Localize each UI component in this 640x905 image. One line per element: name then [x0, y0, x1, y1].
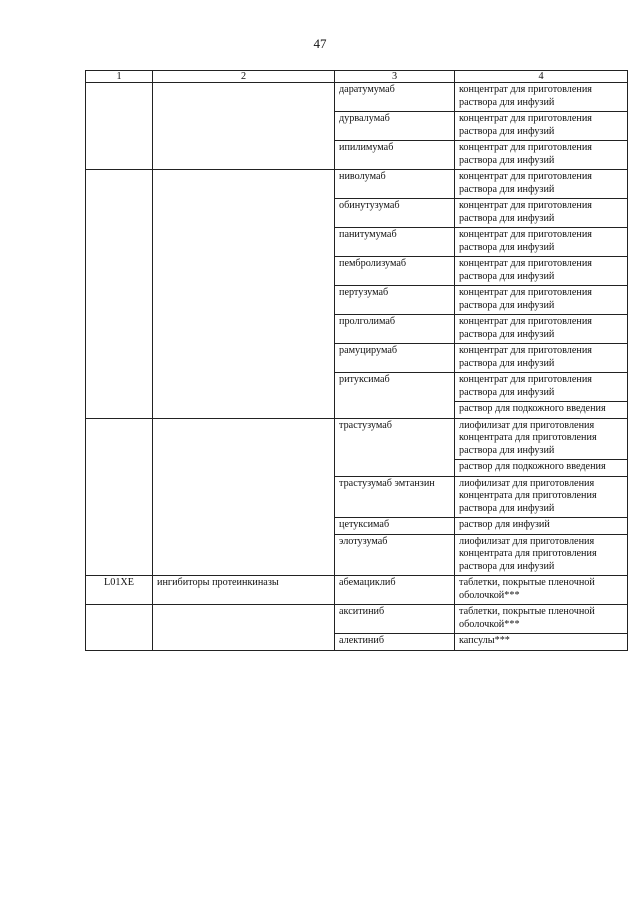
dosage-form-cell: раствор для подкожного введения	[455, 402, 628, 419]
drug-name-cell: дурвалумаб	[335, 112, 455, 141]
group-name-cell	[153, 605, 335, 651]
drug-name-cell: трастузумаб эмтанзин	[335, 476, 455, 518]
drug-name-cell: абемациклиб	[335, 576, 455, 605]
column-header: 2	[153, 71, 335, 83]
drug-table	[85, 70, 628, 651]
column-header: 3	[335, 71, 455, 83]
dosage-form-cell: концентрат для приготовления раствора для инфузий	[455, 373, 628, 402]
drug-name-cell: ритуксимаб	[335, 373, 455, 419]
dosage-form-cell: капсулы***	[455, 634, 628, 651]
dosage-form-cell: концентрат для приготовления раствора для инфузий	[455, 344, 628, 373]
drug-name-cell: панитумумаб	[335, 228, 455, 257]
drug-name-cell: элотузумаб	[335, 534, 455, 576]
drug-name-cell: цетуксимаб	[335, 518, 455, 535]
atc-code-cell: L01XE	[86, 576, 153, 605]
dosage-form-cell: концентрат для приготовления раствора для инфузий	[455, 199, 628, 228]
atc-code-cell	[86, 418, 153, 576]
dosage-form-cell: лиофилизат для приготовления концентрата для приготовления раствора для инфузий	[455, 534, 628, 576]
dosage-form-cell: концентрат для приготовления раствора для инфузий	[455, 286, 628, 315]
column-header: 4	[455, 71, 628, 83]
dosage-form-cell: лиофилизат для приготовления концентрата для приготовления раствора для инфузий	[455, 418, 628, 460]
table-body	[86, 83, 628, 651]
drug-name-cell: трастузумаб	[335, 418, 455, 476]
group-name-cell	[153, 83, 335, 170]
column-header: 1	[86, 71, 153, 83]
drug-name-cell: ниволумаб	[335, 170, 455, 199]
drug-name-cell: пембролизумаб	[335, 257, 455, 286]
drug-name-cell: ипилимумаб	[335, 141, 455, 170]
dosage-form-cell: раствор для подкожного введения	[455, 460, 628, 477]
dosage-form-cell: концентрат для приготовления раствора для инфузий	[455, 257, 628, 286]
dosage-form-cell: концентрат для приготовления раствора для инфузий	[455, 141, 628, 170]
atc-code-cell	[86, 83, 153, 170]
group-name-cell	[153, 418, 335, 576]
table-row	[86, 418, 628, 460]
table-header-row	[86, 71, 628, 83]
atc-code-cell	[86, 170, 153, 419]
dosage-form-cell: таблетки, покрытые пленочной оболочкой***	[455, 605, 628, 634]
group-name-cell: ингибиторы протеинкиназы	[153, 576, 335, 605]
drug-name-cell: акситиниб	[335, 605, 455, 634]
dosage-form-cell: раствор для инфузий	[455, 518, 628, 535]
dosage-form-cell: концентрат для приготовления раствора для инфузий	[455, 112, 628, 141]
group-name-cell	[153, 170, 335, 419]
dosage-form-cell: концентрат для приготовления раствора для инфузий	[455, 315, 628, 344]
table-row	[86, 576, 628, 605]
page-number: 47	[313, 36, 327, 51]
dosage-form-cell: таблетки, покрытые пленочной оболочкой***	[455, 576, 628, 605]
drug-name-cell: алектиниб	[335, 634, 455, 651]
drug-name-cell: пролголимаб	[335, 315, 455, 344]
drug-name-cell: пертузумаб	[335, 286, 455, 315]
drug-name-cell: обинутузумаб	[335, 199, 455, 228]
table-row	[86, 605, 628, 634]
drug-name-cell: даратумумаб	[335, 83, 455, 112]
dosage-form-cell: лиофилизат для приготовления концентрата для приготовления раствора для инфузий	[455, 476, 628, 518]
table-row	[86, 170, 628, 199]
table-row	[86, 83, 628, 112]
dosage-form-cell: концентрат для приготовления раствора для инфузий	[455, 83, 628, 112]
dosage-form-cell: концентрат для приготовления раствора для инфузий	[455, 170, 628, 199]
drug-name-cell: рамуцирумаб	[335, 344, 455, 373]
atc-code-cell	[86, 605, 153, 651]
dosage-form-cell: концентрат для приготовления раствора для инфузий	[455, 228, 628, 257]
